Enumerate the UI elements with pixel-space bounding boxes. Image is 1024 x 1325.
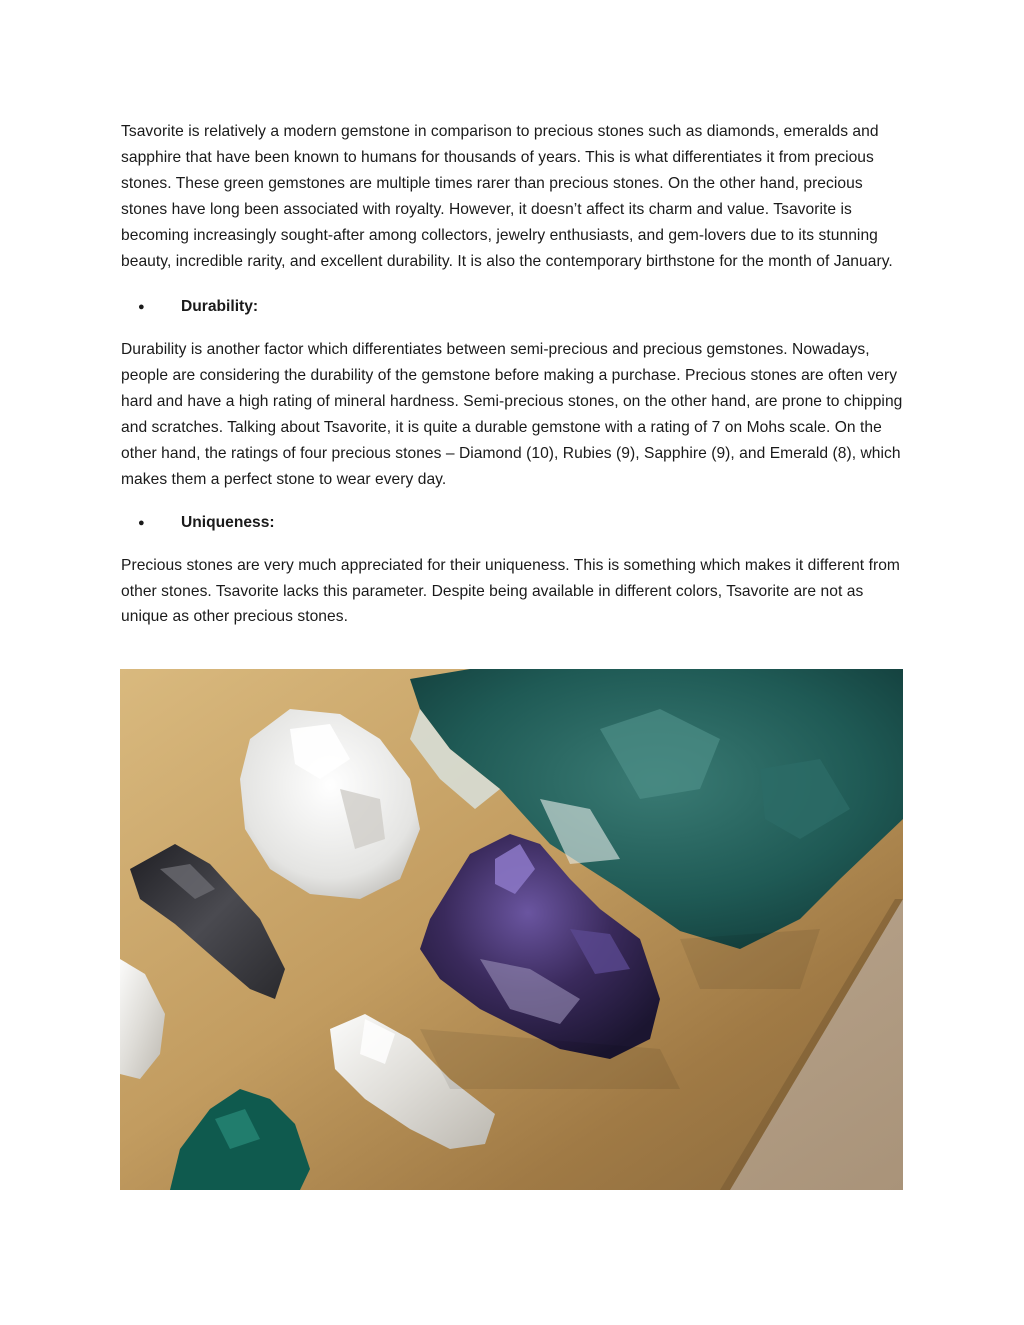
heading-label: Durability: [181,298,259,316]
bullet-icon: ● [138,516,145,529]
heading-label: Uniqueness: [181,513,275,531]
section-heading-uniqueness [121,510,905,536]
section-heading-durability [121,294,905,320]
intro-paragraph: Tsavorite is relatively a modern gemstone in comparison to precious stones such as diamonds, emeralds and sapphire that have been known to humans for thousands of years. This is what differentiates it from precious stones. These green gemstones are multiple times rarer than precious stones. On the other hand, precious stones have long been associated with royalty. However, it doesn’t affect its charm and value. Tsavorite is becoming increasingly sought-after among collectors, jewelry enthusiasts, and gem-lovers due to its stunning beauty, incredible rarity, and excellent durability. It is also the contemporary birthstone for the month of January. [121,123,893,270]
gemstones-illustration [120,669,903,1190]
uniqueness-paragraph: Precious stones are very much appreciated for their uniqueness. This is something which makes it different from other stones. Tsavorite lacks this parameter. Despite being available in different colors, Tsavorite are not as unique as other precious stones. [121,556,900,626]
bullet-icon: ● [138,301,145,314]
gemstones-photo [120,669,903,1190]
document-body [121,119,905,630]
durability-paragraph: Durability is another factor which differentiates between semi-precious and precious gemstones. Nowadays, people are considering the durability of the gemstone before making a purchase. Precious stones are often very hard and have a high rating of mineral hardness. Semi-precious stones, on the other hand, are prone to chipping and scratches. Talking about Tsavorite, it is quite a durable gemstone with a rating of 7 on Mohs scale. On the other hand, the ratings of four precious stones – Diamond (10), Rubies (9), Sapphire (9), and Emerald (8), which makes them a perfect stone to wear every day. [121,341,903,488]
